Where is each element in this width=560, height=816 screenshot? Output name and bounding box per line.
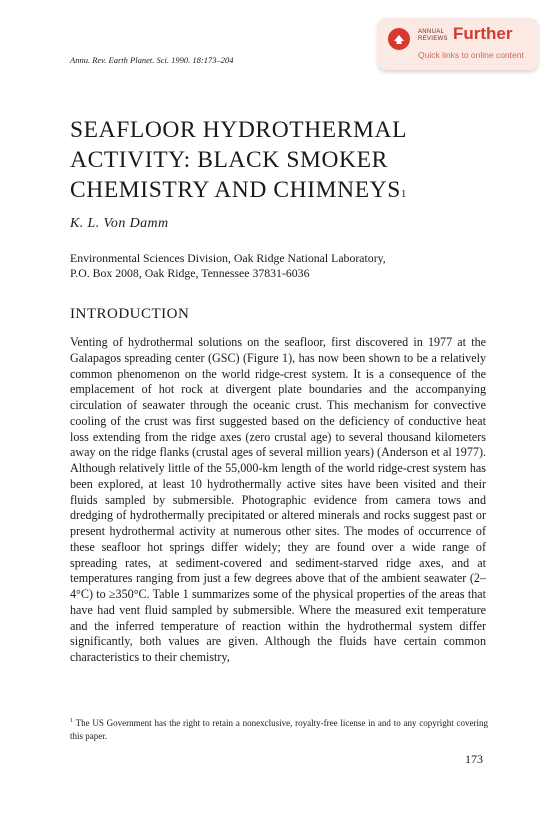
section-heading: INTRODUCTION <box>70 306 190 322</box>
footnote <box>70 715 488 743</box>
footnote-text: The US Government has the right to retain a nonexclusive, royalty-free license in and to any copyright covering this paper. <box>70 718 489 741</box>
title-footnote-mark: 1 <box>400 188 407 200</box>
article-title <box>70 115 490 205</box>
further-subtitle: Quick links to online content <box>418 50 524 60</box>
title-line-2: ACTIVITY: BLACK SMOKER <box>70 147 388 173</box>
publisher-name: ANNUAL REVIEWS <box>418 29 448 42</box>
body-paragraph: Venting of hydrothermal solutions on the seafloor, first discovered in 1977 at the Galapagos spreading center (GSC) (Figure 1), has now been shown to be a relatively common phenomenon on the world ridge-crest system. It is a consequence of the emplacement of hot rock at divergent plate boundaries and the accompanying circulation of seawater through the oceanic crust. This mechanism for convective cooling of the crust was first suggested based on the deficiency of conductive heat loss extending from the ridge axes (zero crustal age) to several thousand kilometers away on the ridge flanks (crustal ages of several million years) (Anderson et al 1977). Although relatively little of the 55,000-km length of the world ridge-crest system has been explored, at least 10 hydrothermally active sites have been visited and their fluids sampled by submersible. Photographic evidence from camera tows and dredging of hydrothermally precipitated or altered minerals and rocks suggest past or present hydrothermal activity at numerous other sites. The modes of occurrence of these seafloor hot springs differ widely; they are found over a wide range of spreading rates, at sediment-covered and sediment-starved ridge axes, and at temperatures ranging from just a few degrees above that of the ambient seawater (2–4°C) to ≥350°C. Table 1 summarizes some of the physical properties of the areas that have had vent fluid sampled by submersible. Where the measured exit temperature and the inferred temperature of reaction within the hydrothermal system differ significantly, both values are given. Although the fluids have certain common characteristics to their chemistry, <box>70 335 486 664</box>
page-number: 173 <box>465 752 483 766</box>
footnote-mark: 1 <box>70 718 73 724</box>
affiliation-line-1: Environmental Sciences Division, Oak Ridge National Laboratory, <box>70 251 386 265</box>
affiliation-line-2: P.O. Box 2008, Oak Ridge, Tennessee 37831-6036 <box>70 266 310 280</box>
further-label[interactable]: Further <box>453 24 513 43</box>
title-line-1: SEAFLOOR HYDROTHERMAL <box>70 117 408 143</box>
author-name: K. L. Von Damm <box>70 216 169 231</box>
further-banner[interactable] <box>378 18 538 70</box>
title-line-3: CHEMISTRY AND CHIMNEYS <box>70 177 401 203</box>
journal-citation: Annu. Rev. Earth Planet. Sci. 1990. 18:173–204 <box>70 55 234 65</box>
annual-reviews-logo-icon <box>388 28 410 50</box>
author-affiliation <box>70 251 386 281</box>
